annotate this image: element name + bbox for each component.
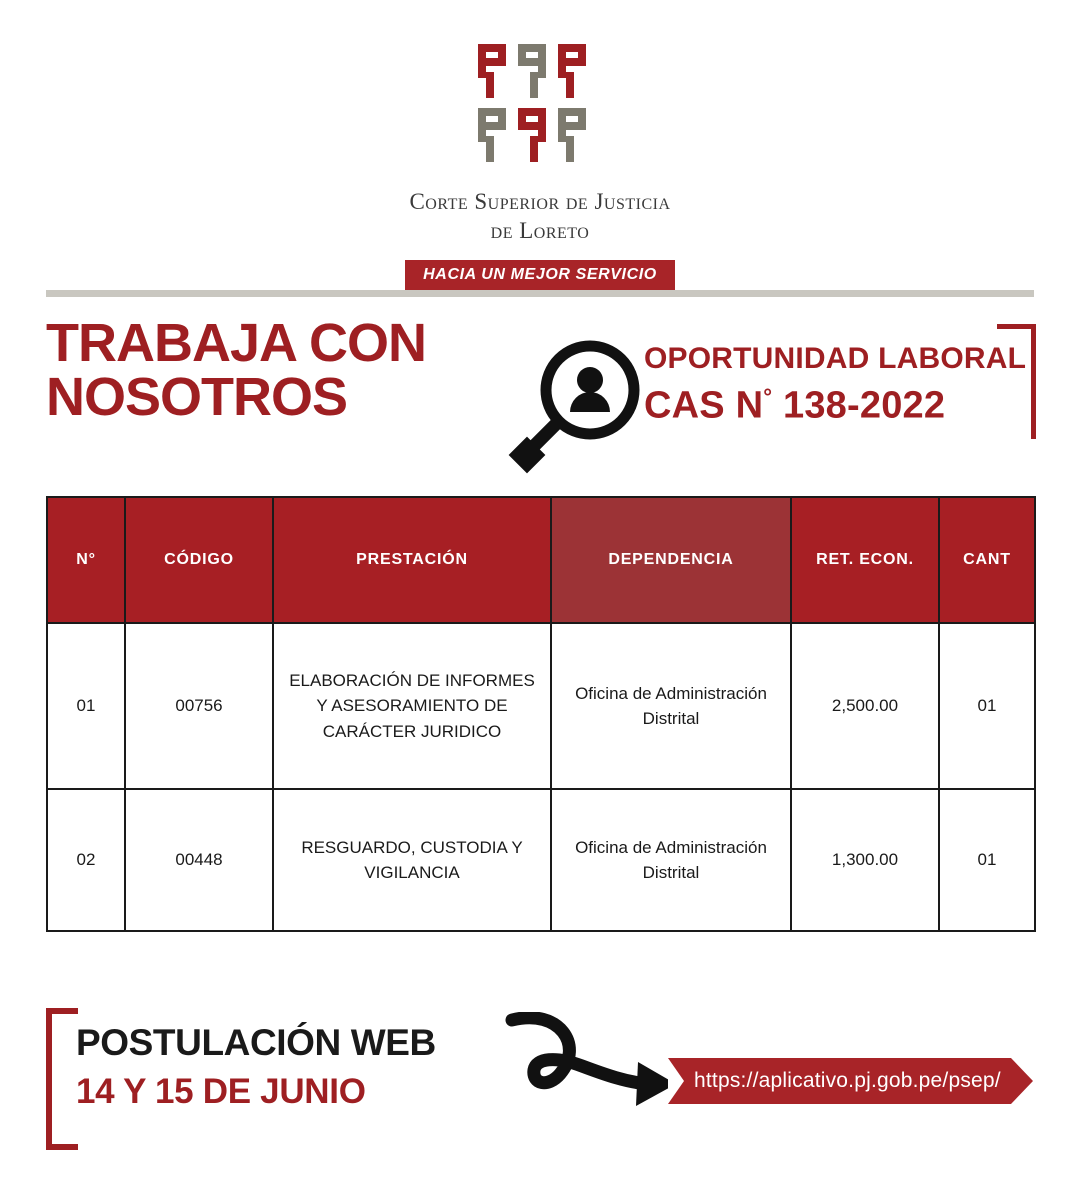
cell-numero: 02 [47,789,125,931]
column-header-dependencia: DEPENDENCIA [551,497,791,623]
footer-text [76,1022,436,1114]
pj-poder-judicial-logo [474,40,606,172]
banner-tail [1011,1058,1033,1104]
cell-prestacion: ELABORACIÓN DE INFORMES Y ASESORAMIENTO DE CARÁCTER JURIDICO [273,623,551,789]
magnifier-person-icon [508,338,648,478]
cell-cant: 01 [939,623,1035,789]
cell-codigo: 00756 [125,623,273,789]
application-url[interactable]: https://aplicativo.pj.gob.pe/psep/ [668,1058,1011,1104]
column-header-ret-econ: RET. ECON. [791,497,939,623]
court-name [0,188,1080,246]
cell-ret-econ: 2,500.00 [791,623,939,789]
tagline-badge: HACIA UN MEJOR SERVICIO [405,260,675,291]
cell-dependencia: Oficina de Administración Distrital [551,789,791,931]
cell-cant: 01 [939,789,1035,931]
column-header-numero: N° [47,497,125,623]
cell-ret-econ: 1,300.00 [791,789,939,931]
opportunity-label: OPORTUNIDAD LABORAL [644,342,1027,375]
application-url-banner[interactable] [668,1058,1033,1104]
postulacion-dates: 14 Y 15 DE JUNIO [76,1072,366,1111]
jobs-table-container [46,496,1034,932]
title-block [46,313,1036,466]
footer-bracket [46,1008,78,1150]
cell-codigo: 00448 [125,789,273,931]
tagline-container [0,260,1080,291]
cas-number: 138-2022 [783,384,946,427]
corner-bracket-top [997,324,1036,439]
postulacion-label: POSTULACIÓN WEB [76,1022,436,1063]
cell-dependencia: Oficina de Administración Distrital [551,623,791,789]
cas-prefix: CAS N [644,384,764,427]
table-header-row [47,497,1035,623]
table-row [47,623,1035,789]
page-title [46,313,426,427]
cell-prestacion: RESGUARDO, CUSTODIA Y VIGILANCIA [273,789,551,931]
table-row [47,789,1035,931]
footer [46,1000,1036,1150]
cell-numero: 01 [47,623,125,789]
page-title-line1: TRABAJA CON [46,313,426,373]
jobs-table [46,496,1036,932]
court-name-line1: Corte Superior de Justicia [409,189,671,214]
curved-arrow-right-icon [498,1012,688,1122]
column-header-prestacion: PRESTACIÓN [273,497,551,623]
header [0,0,1080,291]
column-header-codigo: CÓDIGO [125,497,273,623]
page-title-line2: NOSOTROS [46,367,348,427]
banner-notch [668,1058,684,1104]
column-header-cant: CANT [939,497,1035,623]
separator-bar [46,290,1034,297]
cas-degree: ° [763,384,773,409]
court-name-line2: de Loreto [490,217,590,243]
